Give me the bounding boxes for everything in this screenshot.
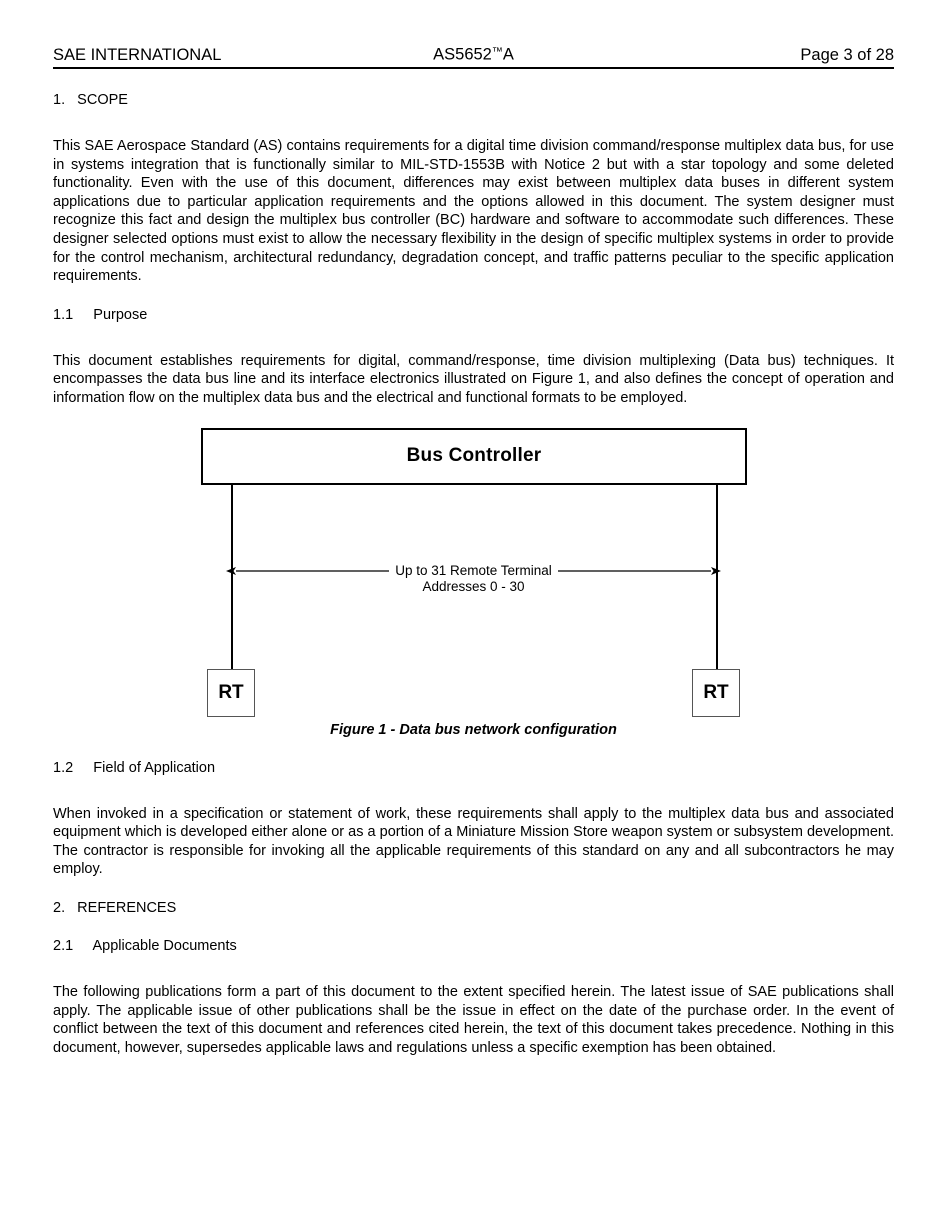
spacer [53,109,894,137]
bus-controller-box [201,428,747,485]
spacer [53,917,894,938]
spacer [53,955,894,983]
section-heading-purpose: 1.1 Purpose [53,306,148,323]
header-organization: SAE INTERNATIONAL [53,46,222,64]
figure-caption: Figure 1 - Data bus network configuration [330,721,617,738]
spacer [53,286,894,307]
section-heading-references: 2. REFERENCES [53,899,177,916]
page-header [53,43,894,69]
paragraph-field-of-application: When invoked in a specification or statement of work, these requirements shall apply to the multiplex data bus and associated equipment which is developed either alone or as a portion of a Miniature Mission Store weapon system or subsystem development. The contractor is responsible for invoking all the applicable requirements of this standard on any and all subcontractors he may employ. [53,805,894,878]
paragraph-applicable-documents: The following publications form a part of this document to the extent specified herein. The latest issue of SAE publications shall apply. The applicable issue of other publications shall be the issue in effect on the date of the purchase order. In the event of conflict between the text of this document and references cited herein, the text of this document takes precedence. Nothing in this document, however, supersedes applicable laws and regulations unless a specific exemption has been obtained. [53,983,894,1056]
paragraph-purpose: This document establishes requirements for digital, command/response, time division multiplexing (Data bus) techniques. It encompasses the data bus line and its interface electronics illustrated on Figure 1, and also defines the concept of operation and information flow on the multiplex data bus and the electrical and functional formats to be employed. [53,352,894,406]
bus-controller-label: Bus Controller [406,445,542,467]
span-annotation-line-1: Up to 31 Remote Terminal [389,563,558,579]
remote-terminal-label-right: RT [703,681,729,703]
paragraph-scope: This SAE Aerospace Standard (AS) contains requirements for a digital time division command/response multiplex data bus, for use in systems integration that is functionally similar to MIL-STD-1553B with Notice 2 but with a star topology and some deleted functionality. Even with the use of this document, differences may exist between multiplex data buses in different system applications due to particular application requirements and the options allowed in this document. The system designer must recognize this fact and design the multiplex bus controller (BC) hardware and software to accommodate such differences. These designer selected options must exist to allow the necessary flexibility in the design of specific multiplex systems in order to provide for the control mechanism, architectural redundancy, degradation concept, and traffic patterns peculiar to the specific application requirements. [53,138,894,285]
trademark-icon: ™ [491,46,503,59]
span-annotation-line-2: Addresses 0 - 30 [422,578,525,594]
header-page-number: Page 3 of 28 [800,46,894,64]
spacer [53,879,894,900]
header-document-number-base: AS5652 [433,46,492,64]
section-heading-field-of-application: 1.2 Field of Application [53,759,216,776]
remote-terminal-box-left [207,669,255,717]
span-arrow [53,558,894,584]
section-heading-applicable-documents: 2.1 Applicable Documents [53,937,237,954]
section-heading-scope: 1. SCOPE [53,92,128,108]
header-document-revision: A [502,46,514,64]
header-document-number [433,43,514,65]
remote-terminal-box-right [692,669,740,717]
spacer [53,324,894,352]
spacer [53,777,894,805]
header-row [53,43,894,67]
document-body [53,92,894,1057]
remote-terminal-label-left: RT [218,681,244,703]
figure-1 [53,408,894,760]
